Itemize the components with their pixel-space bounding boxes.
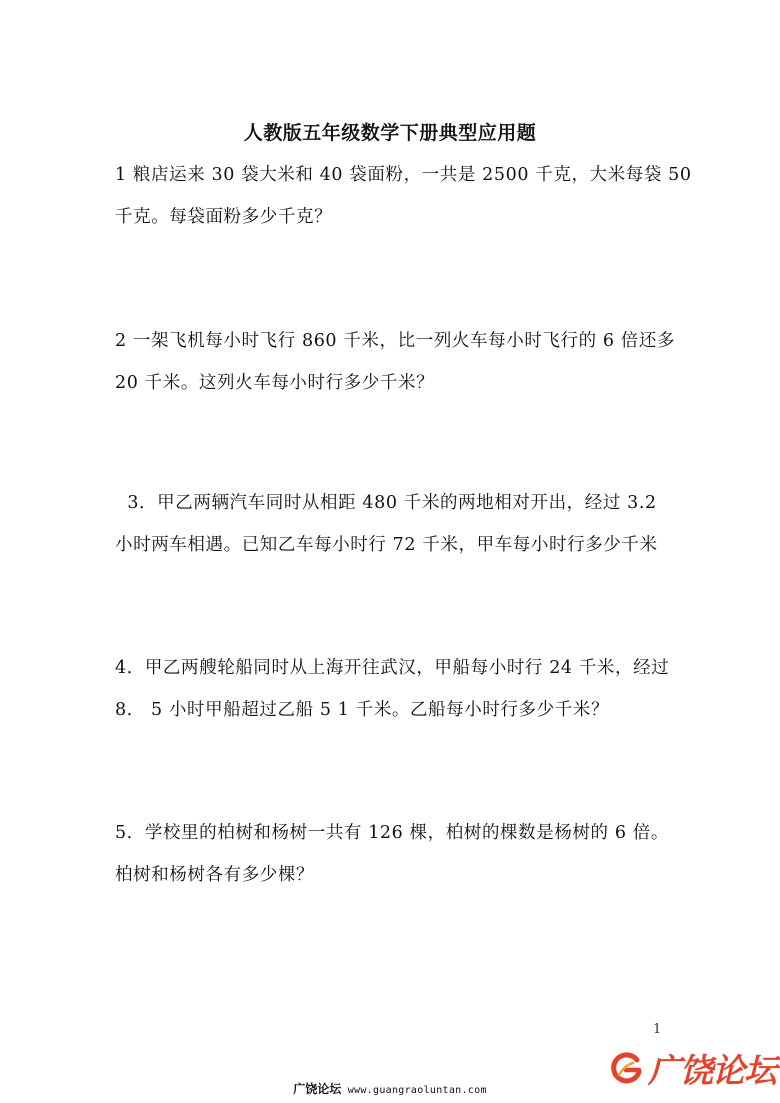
problem-line: 20 千米。这列火车每小时行多少千米？ (115, 373, 435, 393)
page-number: 1 (653, 1022, 662, 1037)
problem-line: 小时两车相遇。已知乙车每小时行 72 千米，甲车每小时行多少千米 (115, 535, 658, 555)
problem-line: 千克。每袋面粉多少千克？ (115, 207, 333, 227)
problem-line: 柏树和杨树各有多少棵？ (115, 865, 315, 885)
problem-3 (115, 482, 675, 566)
problem-2 (115, 320, 675, 404)
problem-5 (115, 812, 675, 896)
footer-site-name: 广饶论坛 (293, 1082, 342, 1096)
watermark-logo (606, 1044, 776, 1092)
footer-url[interactable]: www.guangraoluntan.com (347, 1085, 487, 1096)
problem-1 (115, 154, 692, 238)
guangrao-logo-icon (606, 1048, 646, 1088)
problem-line: 2 一架飞机每小时飞行 860 千米，比一列火车每小时飞行的 6 倍还多 (115, 331, 676, 351)
problem-line: 4．甲乙两艘轮船同时从上海开往武汉，甲船每小时行 24 千米，经过 (115, 658, 670, 678)
watermark-text: 广饶论坛 (648, 1050, 776, 1090)
problem-line: 3．甲乙两辆汽车同时从相距 480 千米的两地相对开出，经过 3.2 (115, 493, 657, 513)
problem-4 (115, 647, 675, 731)
problem-line: 5．学校里的柏树和杨树一共有 126 棵，柏树的棵数是杨树的 6 倍。 (115, 823, 669, 843)
problem-line: 8． 5 小时甲船超过乙船 5 1 千米。乙船每小时行多少千米？ (115, 700, 610, 720)
problem-line: 1 粮店运来 30 袋大米和 40 袋面粉，一共是 2500 千克，大米每袋 50 (115, 165, 692, 185)
document-title: 人教版五年级数学下册典型应用题 (243, 122, 537, 144)
